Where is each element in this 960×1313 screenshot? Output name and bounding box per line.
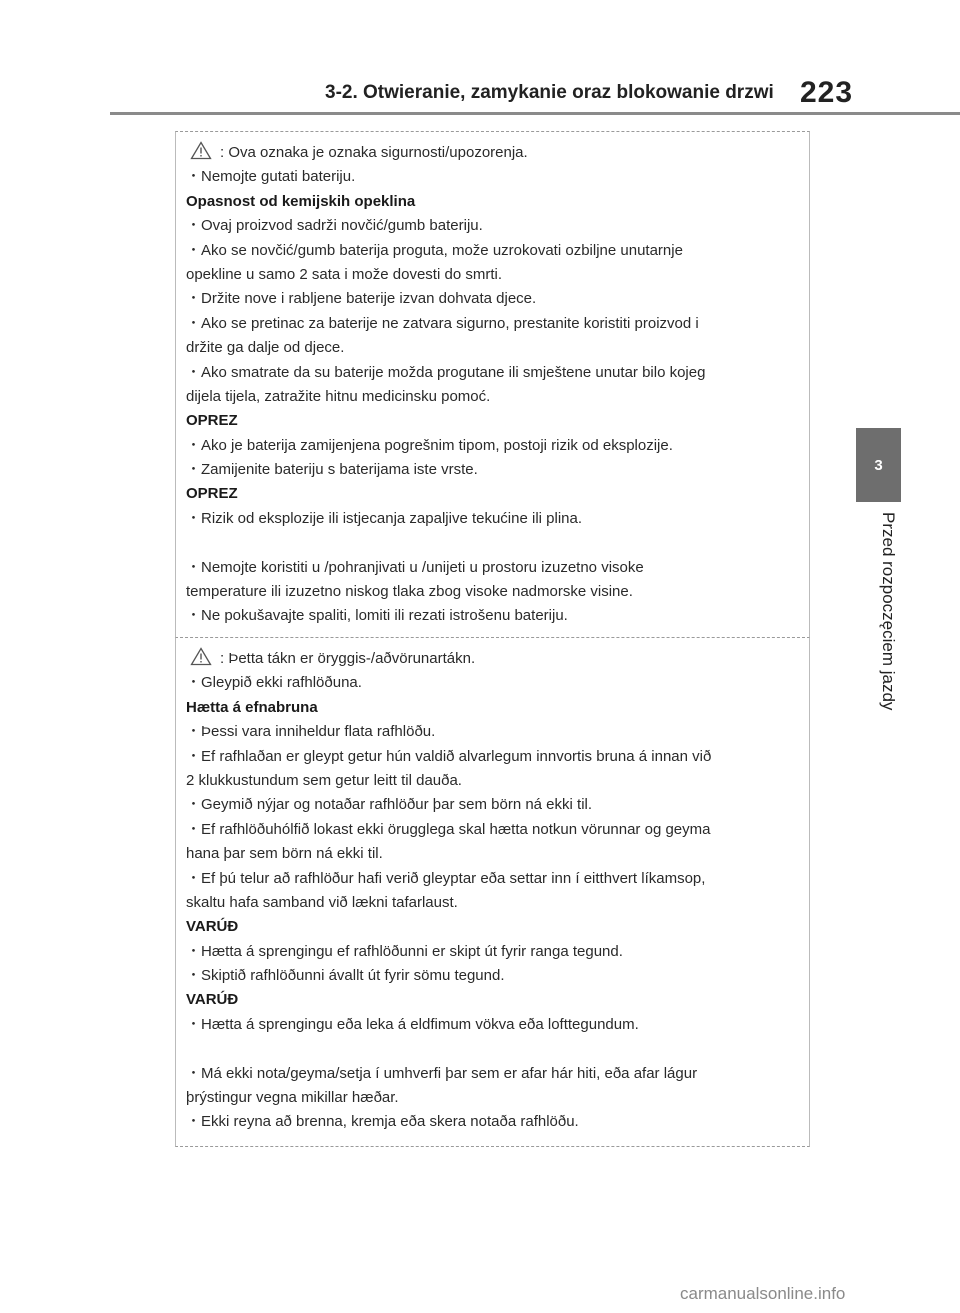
- section-heading: [186, 988, 809, 1012]
- text-line: [186, 671, 809, 695]
- text-line: [186, 842, 809, 866]
- text-line: [186, 720, 809, 744]
- header-rule: [110, 112, 960, 115]
- text-line: [186, 1110, 809, 1134]
- text-line: [186, 964, 809, 988]
- text-line: [186, 165, 809, 189]
- line-text: : Ova oznaka je oznaka sigurnosti/upozorenja.: [220, 144, 528, 161]
- line-text: ・Držite nove i rabljene baterije izvan dohvata djece.: [186, 290, 537, 308]
- text-line: [186, 361, 809, 385]
- line-text: ・Ekki reyna að brenna, kremja eða skera notaða rafhlöðu.: [186, 1113, 579, 1131]
- text-line: [186, 940, 809, 964]
- text-line: [186, 604, 809, 628]
- blank-line: [186, 531, 809, 555]
- line-text: skaltu hafa samband við lækni tafarlaust.: [186, 893, 458, 911]
- chapter-tab: [856, 428, 901, 502]
- line-text: ・Má ekki nota/geyma/setja í umhverfi þar sem er afar hár hiti, eða afar lágur: [186, 1064, 698, 1082]
- warning-triangle-icon: [190, 647, 212, 674]
- line-text: ・Nemojte koristiti u /pohranjivati u /unijeti u prostoru izuzetno visoke: [186, 558, 644, 576]
- text-line: [186, 793, 809, 817]
- line-text: þrýstingur vegna mikillar hæðar.: [186, 1089, 399, 1107]
- text-line: [186, 867, 809, 891]
- line-text: : Þetta tákn er öryggis-/aðvörunartákn.: [220, 650, 476, 667]
- text-line: [186, 818, 809, 842]
- text-line: [186, 745, 809, 769]
- line-text: Opasnost od kemijskih opeklina: [186, 192, 416, 210]
- text-line: [186, 891, 809, 915]
- line-text: ・Ako se pretinac za baterije ne zatvara sigurno, prestanite koristiti proizvod i: [186, 314, 699, 332]
- text-line: [186, 1013, 809, 1037]
- text-line: [186, 434, 809, 458]
- text-line: [186, 214, 809, 238]
- header-title: 3-2. Otwieranie, zamykanie oraz blokowanie drzwi: [325, 82, 774, 103]
- watermark: carmanualsonline.info: [680, 1284, 846, 1303]
- line-text: OPREZ: [186, 412, 238, 430]
- line-text: ・Ef rafhlöðuhólfið lokast ekki örugglega skal hætta notkun vörunnar og geyma: [186, 820, 711, 838]
- line-text: ・Nemojte gutati bateriju.: [186, 168, 356, 186]
- text-line: [186, 239, 809, 263]
- blank-line: [186, 1037, 809, 1061]
- text-line: [186, 647, 809, 671]
- text-line: [186, 287, 809, 311]
- line-text: ・Ef rafhlaðan er gleypt getur hún valdið alvarlegum innvortis bruna á innan við: [186, 747, 712, 765]
- section-heading: [186, 190, 809, 214]
- section-heading: [186, 482, 809, 506]
- text-line: [186, 141, 809, 165]
- warning-lines: [176, 132, 809, 629]
- text-line: [186, 336, 809, 360]
- line-text: ・Þessi vara inniheldur flata rafhlöðu.: [186, 723, 436, 741]
- line-text: Hætta á efnabruna: [186, 698, 318, 716]
- line-text: ・Ako se novčić/gumb baterija proguta, može uzrokovati ozbiljne unutarnje: [186, 241, 683, 259]
- warning-box-icelandic: [175, 637, 810, 1147]
- chapter-number: 3: [874, 456, 883, 474]
- text-line: [186, 263, 809, 287]
- text-line: [186, 385, 809, 409]
- chapter-label: Przed rozpoczęciem jazdy: [879, 512, 898, 711]
- text-line: [186, 769, 809, 793]
- line-text: ・Ako je baterija zamijenjena pogrešnim tipom, postoji rizik od eksplozije.: [186, 436, 673, 454]
- line-text: 2 klukkustundum sem getur leitt til dauða.: [186, 771, 462, 789]
- line-text: hana þar sem börn ná ekki til.: [186, 845, 383, 863]
- text-line: [186, 1086, 809, 1110]
- section-heading: [186, 915, 809, 939]
- line-text: držite ga dalje od djece.: [186, 339, 345, 357]
- line-text: ・Hætta á sprengingu eða leka á eldfimum vökva eða lofttegundum.: [186, 1015, 639, 1033]
- line-text: ・Geymið nýjar og notaðar rafhlöður þar sem börn ná ekki til.: [186, 796, 593, 814]
- text-line: [186, 556, 809, 580]
- section-heading: [186, 409, 809, 433]
- line-text: ・Skiptið rafhlöðunni ávallt út fyrir sömu tegund.: [186, 967, 505, 985]
- line-text: ・Hætta á sprengingu ef rafhlöðunni er skipt út fyrir ranga tegund.: [186, 942, 623, 960]
- line-text: ・Rizik od eksplozije ili istjecanja zapaljive tekućine ili plina.: [186, 509, 583, 527]
- text-line: [186, 580, 809, 604]
- warning-triangle-icon: [190, 141, 212, 168]
- warning-lines: [176, 638, 809, 1135]
- line-text: ・Ovaj proizvod sadrži novčić/gumb bateriju.: [186, 217, 483, 235]
- line-text: ・Gleypið ekki rafhlöðuna.: [186, 674, 362, 692]
- text-line: [186, 1062, 809, 1086]
- line-text: temperature ili izuzetno niskog tlaka zbog visoke nadmorske visine.: [186, 583, 633, 601]
- line-text: OPREZ: [186, 485, 238, 503]
- section-heading: [186, 696, 809, 720]
- warning-box-croatian: [175, 131, 810, 638]
- line-text: opekline u samo 2 sata i može dovesti do smrti.: [186, 265, 502, 283]
- line-text: VARÚÐ: [186, 918, 239, 936]
- page-number: 223: [800, 76, 854, 109]
- text-line: [186, 507, 809, 531]
- line-text: ・Ako smatrate da su baterije možda progutane ili smještene unutar bilo kojeg: [186, 363, 706, 381]
- line-text: ・Ef þú telur að rafhlöður hafi verið gleyptar eða settar inn í eitthvert líkamsop,: [186, 869, 706, 887]
- line-text: dijela tijela, zatražite hitnu medicinsku pomoć.: [186, 387, 491, 405]
- line-text: ・Ne pokušavajte spaliti, lomiti ili rezati istrošenu bateriju.: [186, 607, 568, 625]
- line-text: ・Zamijenite bateriju s baterijama iste vrste.: [186, 461, 478, 479]
- text-line: [186, 312, 809, 336]
- text-line: [186, 458, 809, 482]
- line-text: VARÚÐ: [186, 991, 239, 1009]
